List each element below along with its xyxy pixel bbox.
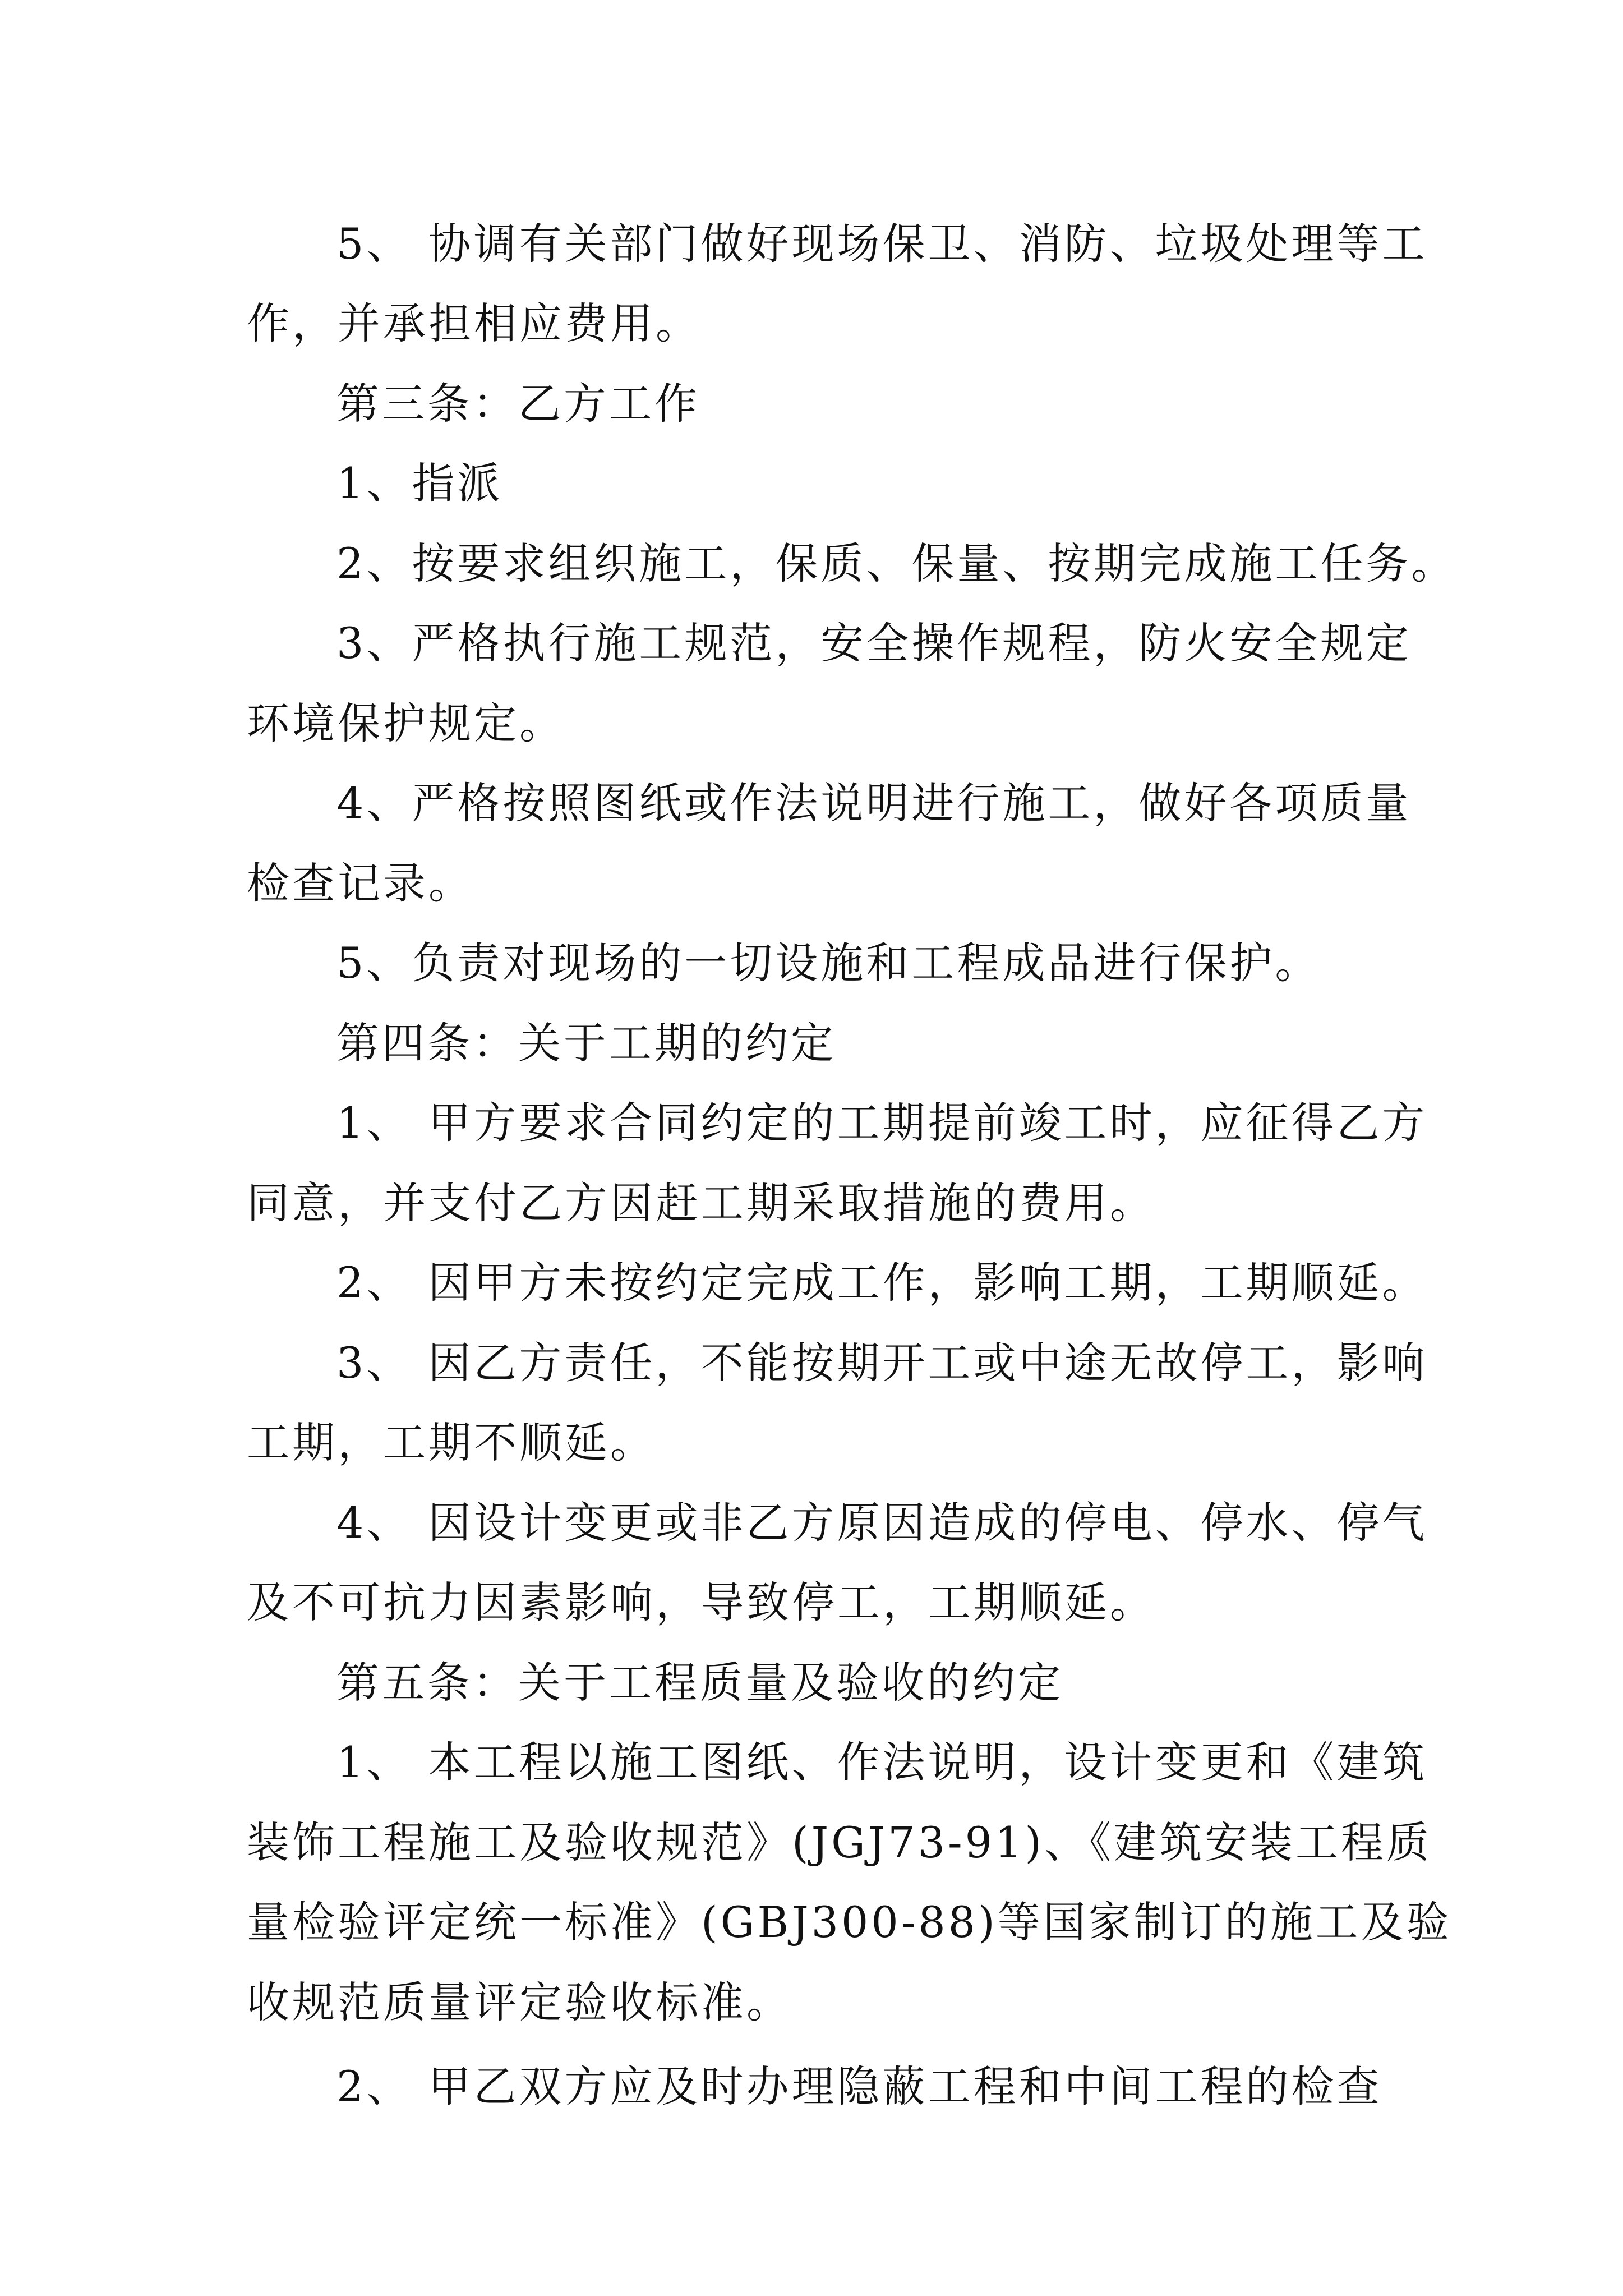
text-line: 工期，工期不顺延。	[247, 1418, 656, 1467]
text-line: 4、严格按照图纸或作法说明进行施工，做好各项质量	[336, 778, 1412, 828]
section-heading: 第五条：关于工程质量及验收的约定	[336, 1658, 1063, 1708]
text-line: 检查记录。	[247, 858, 474, 908]
text-line: 及不可抗力因素影响，导致停工，工期顺延。	[247, 1577, 1155, 1627]
section-heading: 第三条：乙方工作	[336, 379, 700, 429]
text-line: 装饰工程施工及验收规范》(JGJ73-91)、《建筑安装工程质	[247, 1818, 1432, 1867]
text-line: 作，并承担相应费用。	[247, 298, 701, 348]
text-line: 4、 因设计变更或非乙方原因造成的停电、停水、停气	[336, 1498, 1428, 1548]
text-line: 1、指派	[336, 458, 503, 508]
text-line: 1、 本工程以施工图纸、作法说明，设计变更和《建筑	[336, 1737, 1428, 1787]
text-line: 环境保护规定。	[247, 698, 565, 748]
text-line: 量检验评定统一标准》(GBJ300-88)等国家制订的施工及验	[247, 1897, 1452, 1947]
text-line: 1、 甲方要求合同约定的工期提前竣工时，应征得乙方	[336, 1098, 1428, 1148]
text-line: 3、严格执行施工规范，安全操作规程，防火安全规定	[336, 618, 1412, 668]
text-line: 2、 甲乙双方应及时办理隐蔽工程和中间工程的检查	[336, 2062, 1382, 2111]
text-line: 2、 因甲方未按约定完成工作，影响工期，工期顺延。	[336, 1258, 1428, 1308]
text-line: 收规范质量评定验收标准。	[247, 1977, 792, 2027]
text-line: 5、负责对现场的一切设施和工程成品进行保护。	[336, 938, 1321, 988]
text-line: 3、 因乙方责任，不能按期开工或中途无故停工，影响	[336, 1338, 1428, 1388]
text-line: 同意，并支付乙方因赶工期采取措施的费用。	[247, 1178, 1155, 1228]
text-line: 2、按要求组织施工，保质、保量、按期完成施工任务。	[336, 539, 1457, 588]
text-line: 5、 协调有关部门做好现场保卫、消防、垃圾处理等工	[336, 219, 1428, 269]
section-heading: 第四条：关于工期的约定	[336, 1018, 836, 1068]
